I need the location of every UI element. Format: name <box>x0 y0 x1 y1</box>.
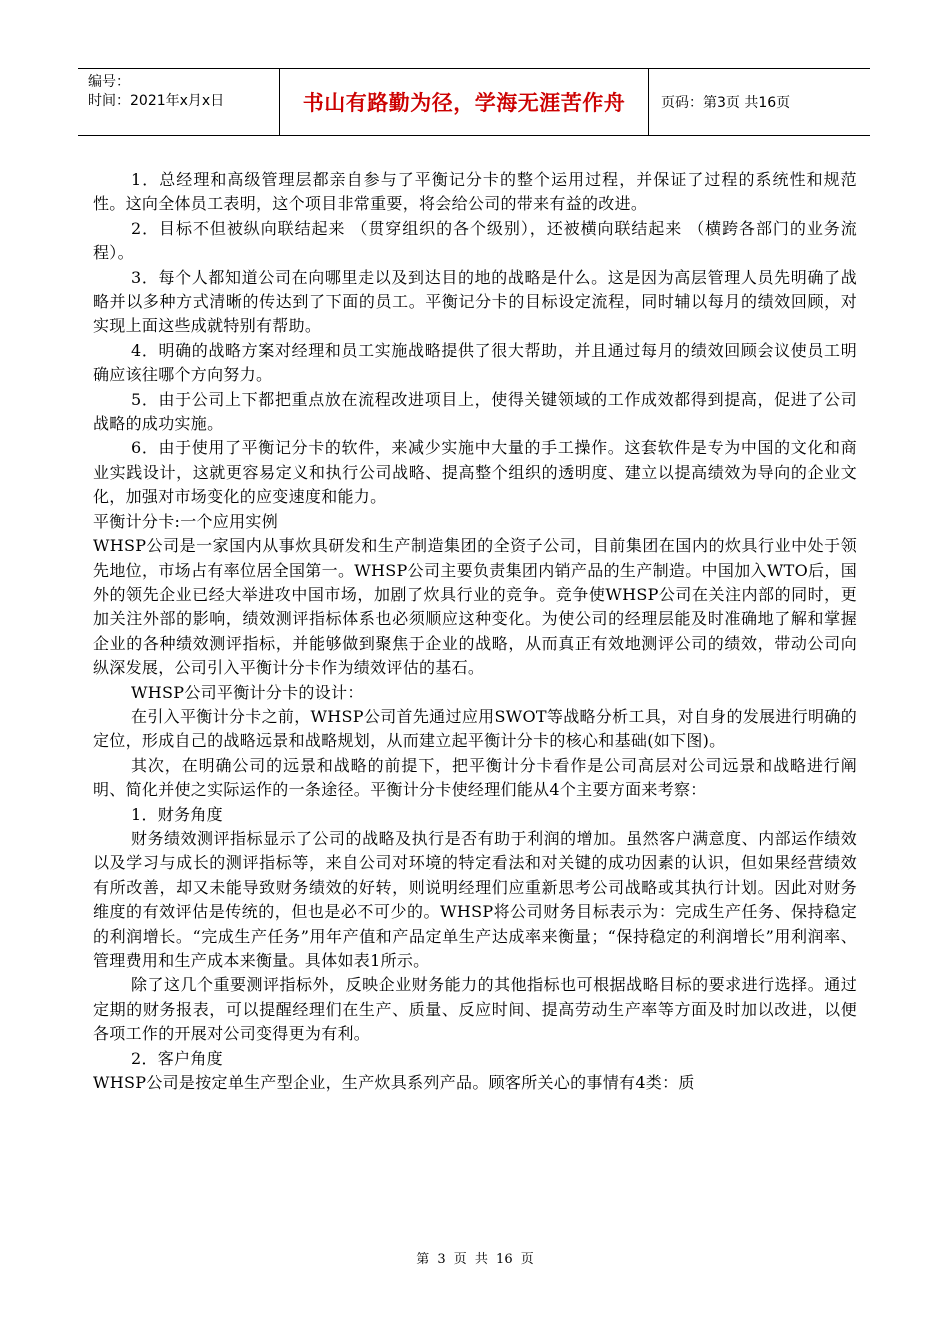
paragraph: 2．客户角度 <box>131 1048 223 1068</box>
paragraph: 3．每个人都知道公司在向哪里走以及到达目的地的战略是什么。这是因为高层管理人员先明确了战略并以多种方式清晰的传达到了下面的员工。平衡记分卡的目标设定流程，同时辅以每月的绩效回顾，对实现上面这些成就特别有帮助。 <box>93 267 857 336</box>
document-number-label: 编号： <box>88 74 130 90</box>
paragraph: 其次，在明确公司的远景和战略的前提下，把平衡计分卡看作是公司高层对公司远景和战略进行阐明、简化并使之实际运作的一条途径。平衡计分卡使经理们能从4个主要方面来考察： <box>93 755 857 800</box>
paragraph: 在引入平衡计分卡之前，WHSP公司首先通过应用SWOT等战略分析工具，对自身的发展进行明确的定位，形成自己的战略远景和战略规划，从而建立起平衡计分卡的核心和基础(如下图)。 <box>93 706 857 751</box>
paragraph: WHSP公司是一家国内从事炊具研发和生产制造集团的全资子公司，目前集团在国内的炊具行业中处于领先地位，市场占有率位居全国第一。WHSP公司主要负责集团内销产品的生产制造。中国加入WTO后，国外的领先企业已经大举进攻中国市场，加剧了炊具行业的竞争。竞争使WHSP公司在关注内部的同时，更加关注外部的影响，绩效测评指标体系也必须顺应这种变化。为使公司的经理层能及时准确地了解和掌握企业的各种绩效测评指标，并能够做到聚焦于企业的战略，从而真正有效地测评公司的绩效，带动公司向纵深发展，公司引入平衡计分卡作为绩效评估的基石。 <box>93 536 857 678</box>
header-meta-cell <box>78 69 280 135</box>
paragraph: 6．由于使用了平衡记分卡的软件，来减少实施中大量的手工操作。这套软件是专为中国的文化和商业实践设计，这就更容易定义和执行公司战略、提高整个组织的透明度、建立以提高绩效为导向的企业文化，加强对市场变化的应变速度和能力。 <box>93 438 857 507</box>
paragraph: 财务绩效测评指标显示了公司的战略及执行是否有助于利润的增加。虽然客户满意度、内部运作绩效以及学习与成长的测评指标等，来自公司对环境的特定看法和对关键的成功因素的认识，但如果经营绩效有所改善，却又未能导致财务绩效的好转，则说明经理们应重新思考公司战略或其执行计划。因此对财务维度的有效评估是传统的，但也是必不可少的。WHSP将公司财务目标表示为：完成生产任务、保持稳定的利润增长。“完成生产任务”用年产值和产品定单生产达成率来衡量；“保持稳定的利润增长”用利润率、管理费用和生产成本来衡量。具体如表1所示。 <box>93 828 857 970</box>
page-header <box>78 68 870 136</box>
paragraph: 1．总经理和高级管理层都亲自参与了平衡记分卡的整个运用过程，并保证了过程的系统性和规范性。这向全体员工表明，这个项目非常重要，将会给公司的带来有益的改进。 <box>93 170 857 214</box>
paragraph: WHSP公司平衡计分卡的设计： <box>131 682 364 702</box>
header-motto: 书山有路勤为径，学海无涯苦作舟 <box>280 69 649 135</box>
paragraph: 2．目标不但被纵向联结起来 （贯穿组织的各个级别），还被横向联结起来 （横跨各部门的业务流程）。 <box>93 218 857 263</box>
paragraph: 平衡计分卡:一个应用实例 <box>93 511 278 531</box>
paragraph: 5．由于公司上下都把重点放在流程改进项目上，使得关键领域的工作成效都得到提高，促进了公司战略的成功实施。 <box>93 389 857 434</box>
document-body <box>93 168 857 1095</box>
paragraph: 4．明确的战略方案对经理和员工实施战略提供了很大帮助，并且通过每月的绩效回顾会议使员工明确应该往哪个方向努力。 <box>93 340 857 385</box>
paragraph: WHSP公司是按定单生产型企业，生产炊具系列产品。顾客所关心的事情有4类：质 <box>93 1073 695 1093</box>
document-date-label: 时间：2021年x月x日 <box>88 93 225 109</box>
page-footer: 第 3 页 共 16 页 <box>416 1252 534 1267</box>
paragraph: 除了这几个重要测评指标外，反映企业财务能力的其他指标也可根据战略目标的要求进行选择。通过定期的财务报表，可以提醒经理们在生产、质量、反应时间、提高劳动生产率等方面及时加以改进，以便各项工作的开展对公司变得更为有利。 <box>93 975 857 1044</box>
paragraph: 1．财务角度 <box>131 804 223 824</box>
header-page-info: 页码：第3页 共16页 <box>661 95 791 111</box>
